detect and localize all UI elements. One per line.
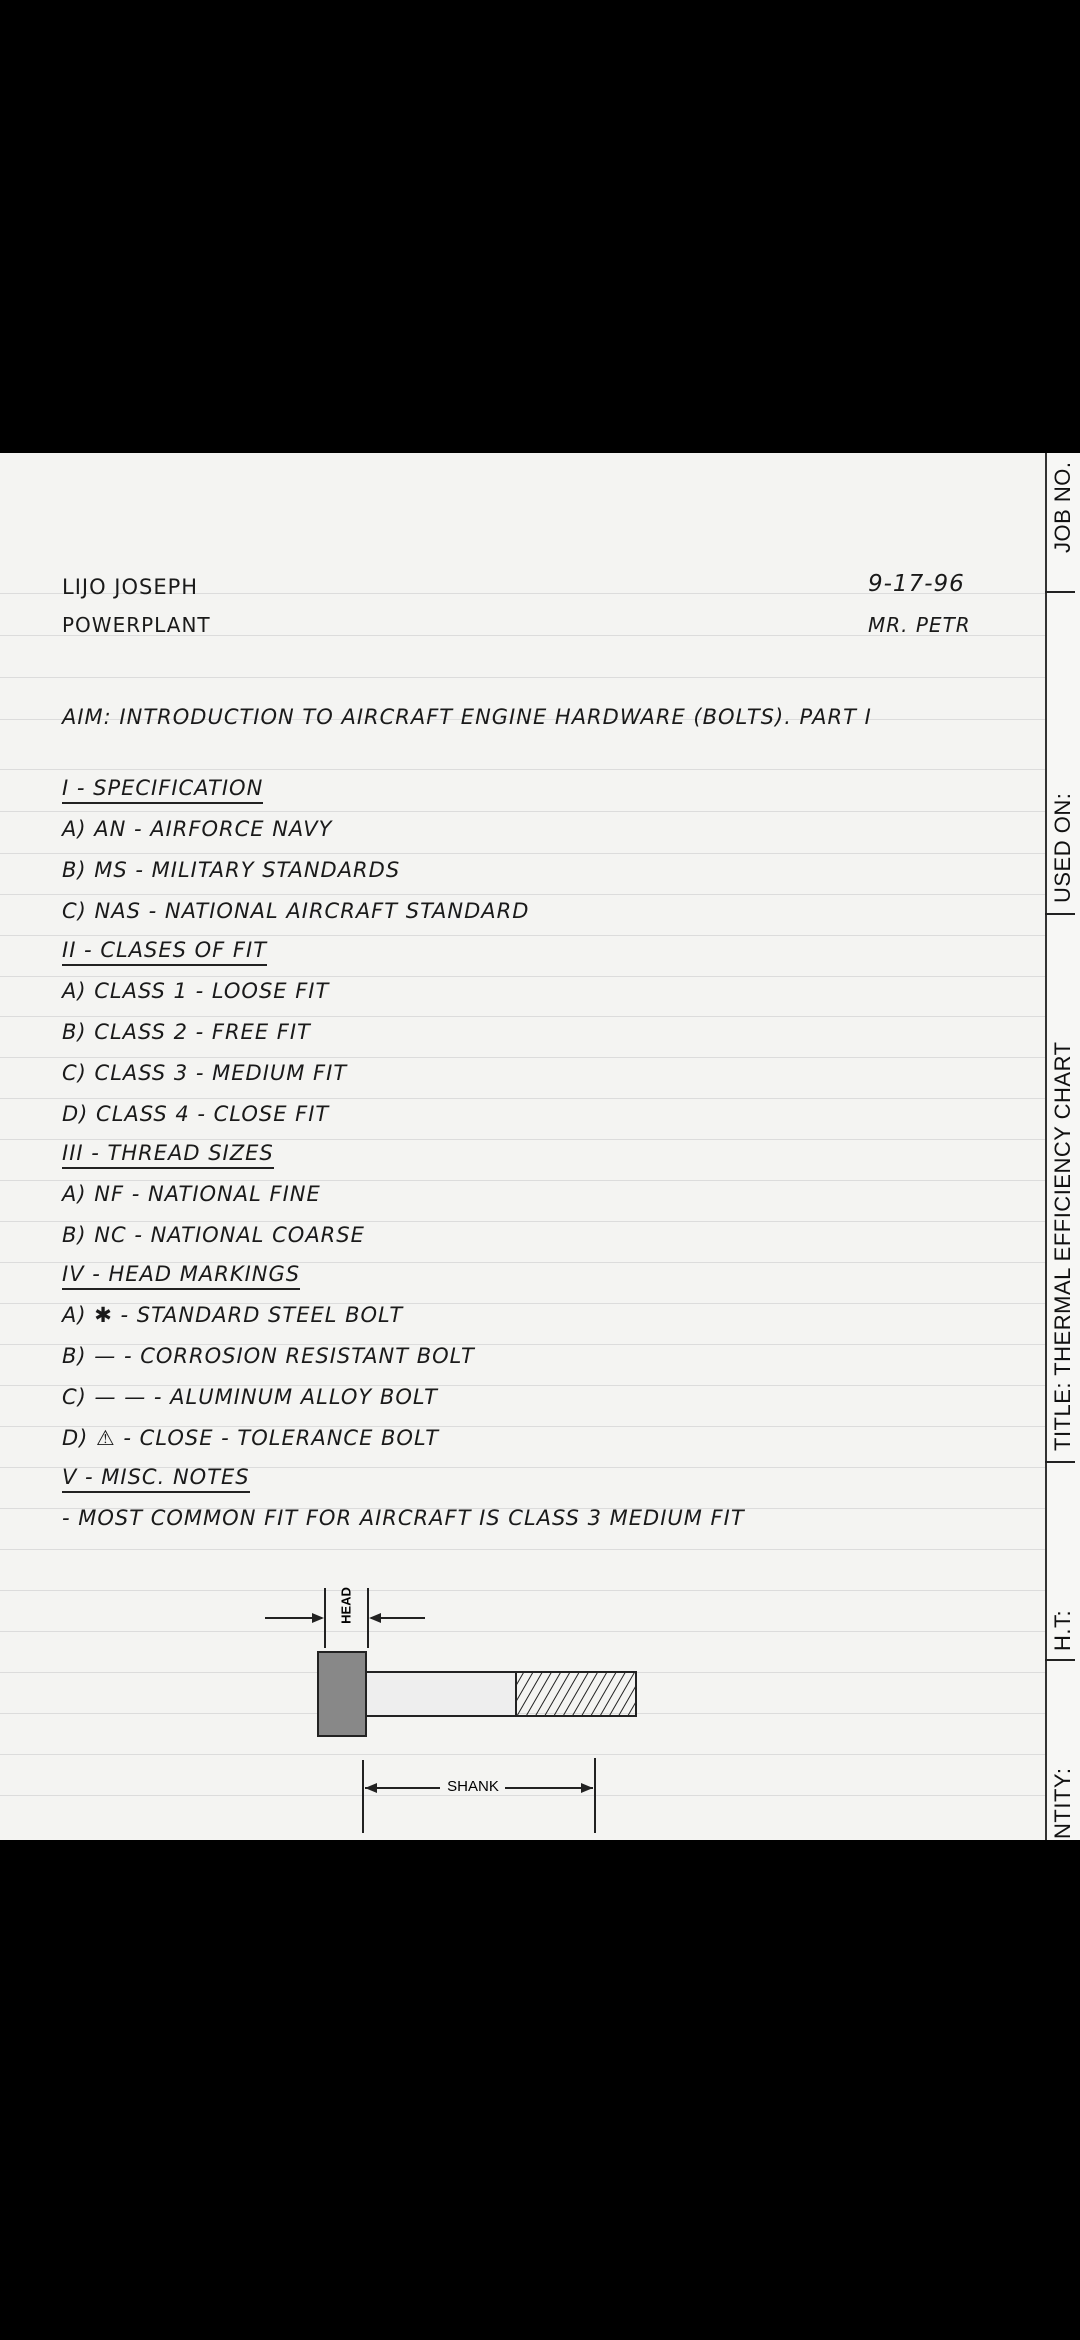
list-item: B) MS - MILITARY STANDARDS <box>62 858 401 882</box>
bolt-diagram <box>260 1568 640 1838</box>
section-heading: IV - HEAD MARKINGS <box>62 1262 300 1290</box>
list-item: B) — - CORROSION RESISTANT BOLT <box>62 1344 475 1368</box>
margin-separator <box>1045 591 1075 593</box>
shank-label: SHANK <box>447 1778 499 1795</box>
course-name: POWERPLANT <box>62 613 211 637</box>
margin-used-on: USED ON: <box>1050 792 1075 903</box>
margin-quantity: NTITY: <box>1050 1767 1075 1839</box>
margin-title: TITLE: THERMAL EFFICIENCY CHART <box>1050 1041 1075 1451</box>
aim-line: AIM: INTRODUCTION TO AIRCRAFT ENGINE HARDWARE (BOLTS). PART I <box>62 705 872 729</box>
list-item: B) CLASS 2 - FREE FIT <box>62 1020 311 1044</box>
margin-separator <box>1045 913 1075 915</box>
list-item: B) NC - NATIONAL COARSE <box>62 1223 365 1247</box>
section-heading: I - SPECIFICATION <box>62 776 263 804</box>
list-item: D) CLASS 4 - CLOSE FIT <box>62 1102 330 1126</box>
list-item: C) CLASS 3 - MEDIUM FIT <box>62 1061 348 1085</box>
list-item: D) ⚠ - CLOSE - TOLERANCE BOLT <box>62 1426 440 1450</box>
list-item: C) — — - ALUMINUM ALLOY BOLT <box>62 1385 438 1409</box>
margin-ht: H.T: <box>1050 1609 1075 1651</box>
list-item: - MOST COMMON FIT FOR AIRCRAFT IS CLASS 3 MEDIUM FIT <box>62 1506 745 1530</box>
list-item: A) CLASS 1 - LOOSE FIT <box>62 979 330 1003</box>
section-heading: III - THREAD SIZES <box>62 1141 274 1169</box>
date: 9-17-96 <box>868 571 965 597</box>
section-heading: V - MISC. NOTES <box>62 1465 250 1493</box>
section-heading: II - CLASES OF FIT <box>62 938 267 966</box>
head-label: HEAD <box>338 1587 354 1624</box>
list-item: A) AN - AIRFORCE NAVY <box>62 817 333 841</box>
list-item: C) NAS - NATIONAL AIRCRAFT STANDARD <box>62 899 530 923</box>
list-item: A) NF - NATIONAL FINE <box>62 1182 321 1206</box>
margin-separator <box>1045 1659 1075 1661</box>
notebook-page-photo <box>0 453 1080 1840</box>
margin-separator <box>1045 1461 1075 1463</box>
list-item: A) ✱ - STANDARD STEEL BOLT <box>62 1303 404 1327</box>
instructor: MR. PETR <box>868 613 971 637</box>
margin-job-no: JOB NO. <box>1050 461 1075 553</box>
student-name: LIJO JOSEPH <box>62 575 199 599</box>
bolt-drawing <box>260 1568 640 1838</box>
